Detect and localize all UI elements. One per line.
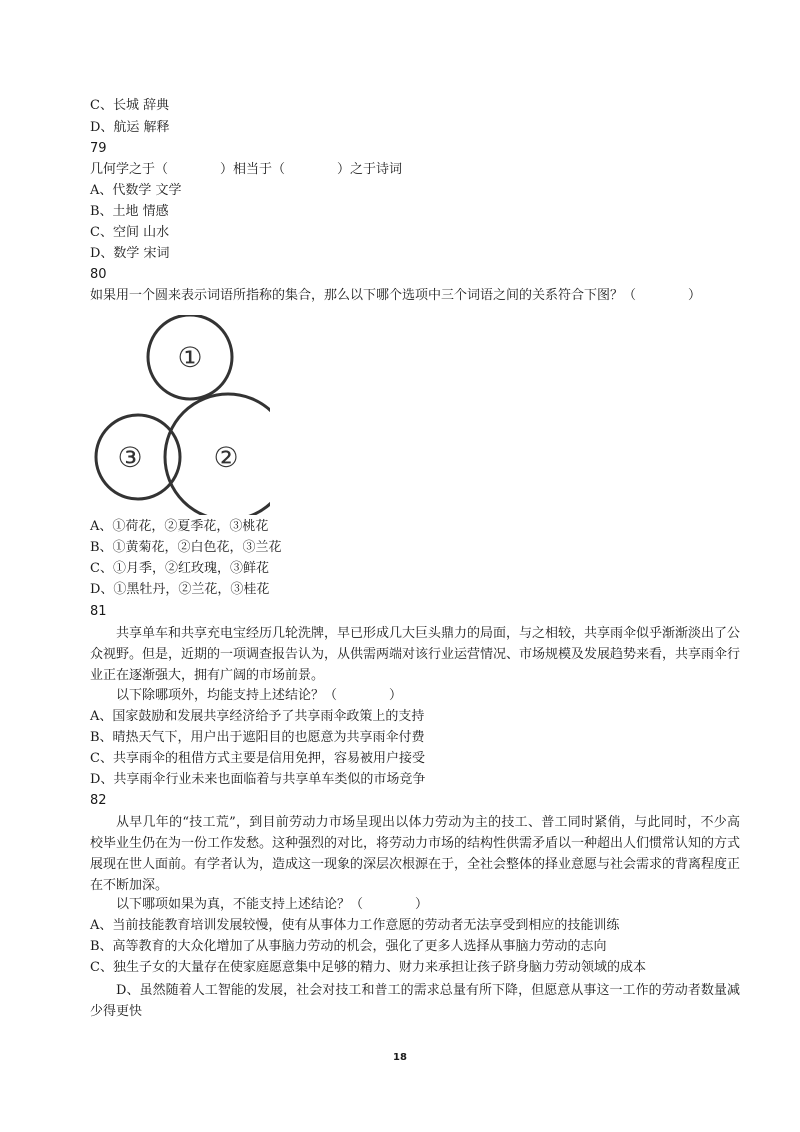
q79-option-a: A、代数学 文学 <box>90 183 182 198</box>
circle-3-label: ③ <box>117 441 143 474</box>
page-number: 18 <box>393 1052 407 1063</box>
q82-question: 以下哪项如果为真，不能支持上述结论？（ ） <box>116 897 429 912</box>
q81-option-a: A、国家鼓励和发展共享经济给予了共享雨伞政策上的支持 <box>90 709 425 724</box>
q81-option-d: D、共享雨伞行业未来也面临着与共享单车类似的市场竞争 <box>90 772 426 787</box>
q81-option-b: B、晴热天气下，用户出于遮阳目的也愿意为共享雨伞付费 <box>90 730 425 745</box>
circle-2-label: ② <box>213 441 239 474</box>
q82-option-d: D、虽然随着人工智能的发展，社会对技工和普工的需求总量有所下降，但愿意从事这一工作的劳动者数量减少得更快 <box>90 983 740 1019</box>
q80-option-c: C、①月季，②红玫瑰，③鲜花 <box>90 561 269 576</box>
q82-passage: 从早几年的“技工荒”，到目前劳动力市场呈现出以体力劳动为主的技工、普工同时紧俏，与此同时，不少高校毕业生仍在为一份工作发愁。这种强烈的对比，将劳动力市场的结构性供需矛盾以一种超出人们惯常认知的方式展现在世人面前。有学者认为，造成这一现象的深层次根源在于，全社会整体的择业意愿与社会需求的背离程度正在不断加深。 <box>90 815 741 893</box>
q80-number: 80 <box>90 267 107 282</box>
q81-option-c: C、共享雨伞的租借方式主要是信用免押，容易被用户接受 <box>90 751 425 766</box>
q81-number: 81 <box>90 604 107 619</box>
q80-option-b: B、①黄菊花，②白色花，③兰花 <box>90 540 282 555</box>
q82-option-c: C、独生子女的大量存在使家庭愿意集中足够的精力、财力来承担让孩子跻身脑力劳动领域的成本 <box>90 960 646 975</box>
q79-number: 79 <box>90 141 107 156</box>
q82-option-b: B、高等教育的大众化增加了从事脑力劳动的机会，强化了更多人选择从事脑力劳动的志向 <box>90 939 607 954</box>
q79-option-d: D、数学 宋词 <box>90 246 170 261</box>
q82-number: 82 <box>90 793 107 808</box>
venn-diagram <box>90 315 270 515</box>
q78-option-d: D、航运 解释 <box>90 120 170 135</box>
q82-option-a: A、当前技能教育培训发展较慢，使有从事体力工作意愿的劳动者无法享受到相应的技能训练 <box>90 918 620 933</box>
q81-question: 以下除哪项外，均能支持上述结论？（ ） <box>116 688 403 703</box>
q79-stem: 几何学之于（ ）相当于（ ）之于诗词 <box>90 162 403 177</box>
q80-option-a: A、①荷花，②夏季花，③桃花 <box>90 519 269 534</box>
q79-option-c: C、空间 山水 <box>90 225 170 240</box>
q81-passage: 共享单车和共享充电宝经历几轮洗牌，早已形成几大巨头鼎力的局面，与之相较，共享雨伞似乎渐渐淡出了公众视野。但是，近期的一项调查报告认为，从供需两端对该行业运营情况、市场规模及发展趋势来看，共享雨伞行业正在逐渐强大，拥有广阔的市场前景。 <box>90 626 741 683</box>
q79-option-b: B、土地 情感 <box>90 204 169 219</box>
q80-stem: 如果用一个圆来表示词语所指称的集合，那么以下哪个选项中三个词语之间的关系符合下图？（ ） <box>90 288 702 303</box>
q78-option-c: C、长城 辞典 <box>90 98 170 113</box>
circle-1-label: ① <box>177 341 203 374</box>
q80-option-d: D、①黑牡丹，②兰花，③桂花 <box>90 582 270 597</box>
